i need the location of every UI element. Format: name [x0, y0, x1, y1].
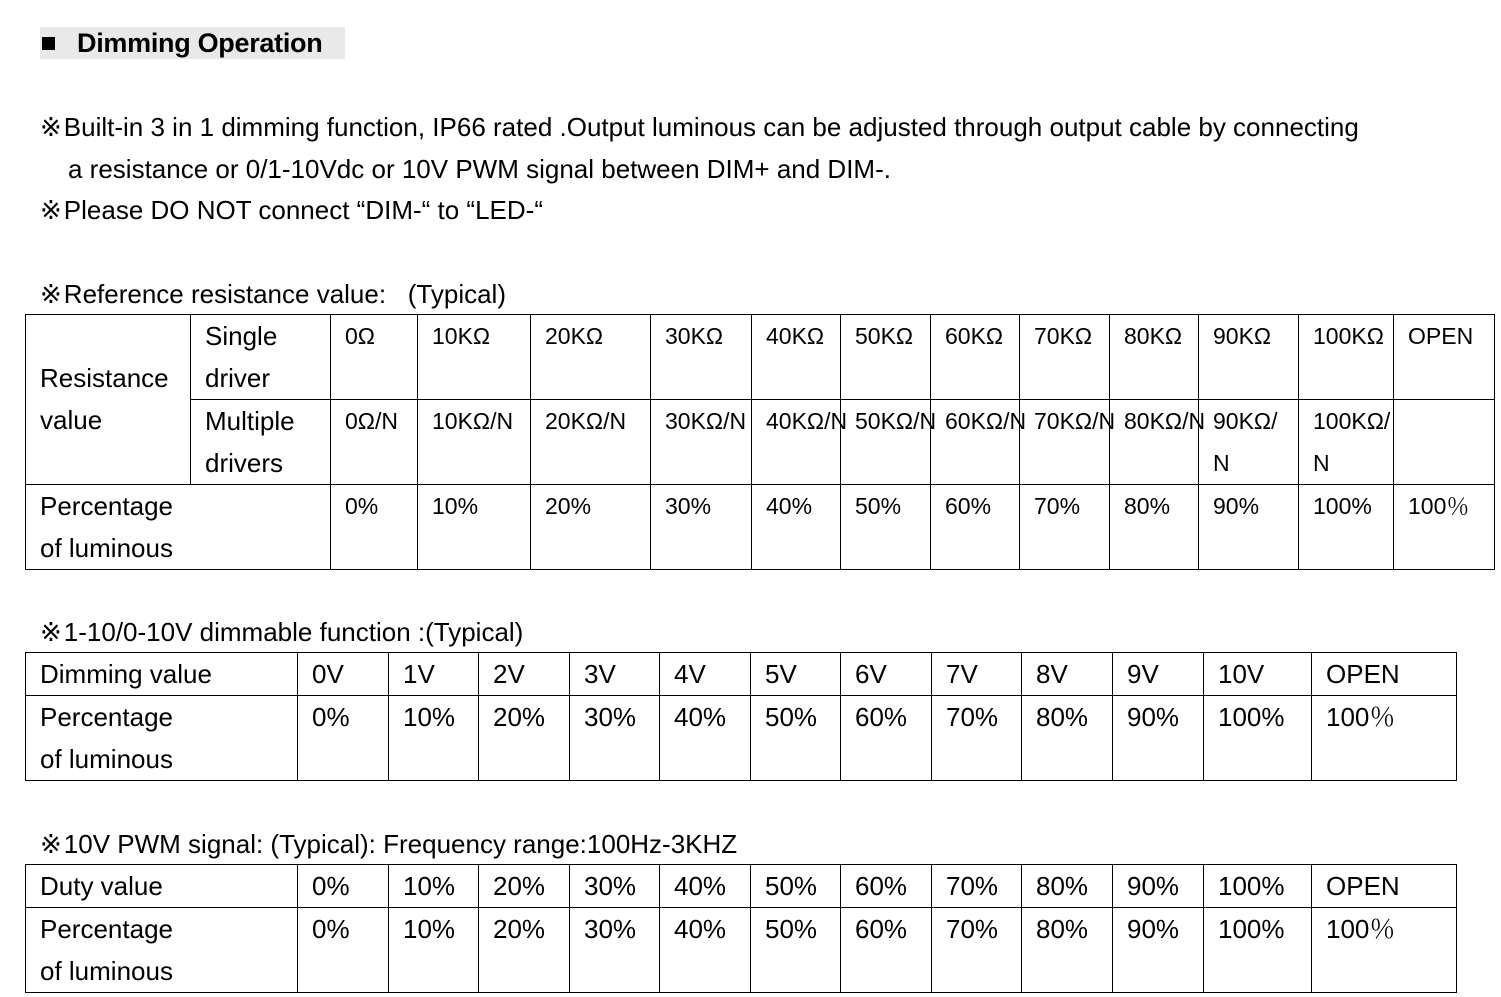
cell-text: 30KΩ/N [665, 408, 747, 434]
cell-text: 60% [855, 914, 908, 944]
cell-text: 10KΩ [432, 323, 491, 349]
percentage-value [479, 696, 570, 781]
cell-text: Percentage [40, 702, 173, 732]
note-line-1: ※Built-in 3 in 1 dimming function, IP66 rated .Output luminous can be adjusted through output cable by connecting [40, 112, 1359, 142]
table-row [26, 653, 1457, 696]
cell-text: 70KΩ/N [1034, 408, 1116, 434]
pwm-value [1312, 865, 1457, 908]
cell-text: 0% [312, 702, 350, 732]
multiple-drivers-value [1394, 400, 1495, 485]
cell-text: 40% [766, 493, 813, 519]
single-driver-value [1020, 315, 1110, 400]
cell-text: 0Ω [345, 323, 375, 349]
cell-text: OPEN [1408, 323, 1474, 349]
cell-text: 100% [1313, 493, 1372, 519]
cell-text: 30KΩ [665, 323, 724, 349]
percentage-value [1110, 485, 1199, 570]
cell-text: Dimming value [40, 659, 212, 689]
cell-text: 50% [765, 702, 818, 732]
cell-text: 10KΩ/N [432, 408, 514, 434]
cell-text: 50KΩ [855, 323, 914, 349]
cell-text: 50KΩ/N [855, 408, 937, 434]
cell-text: 80KΩ/N [1124, 408, 1206, 434]
percentage-value [932, 908, 1022, 993]
voltage-value [660, 653, 751, 696]
percentage-label [26, 908, 298, 993]
cell-text: 7V [946, 659, 978, 689]
cell-text: 0% [345, 493, 379, 519]
cell-text: 0V [312, 659, 344, 689]
percentage-value [751, 696, 841, 781]
table-row [26, 696, 1457, 781]
percentage-value [841, 908, 932, 993]
cell-text: 70KΩ [1034, 323, 1093, 349]
cell-text: OPEN [1326, 871, 1400, 901]
cell-text: 100% [1218, 871, 1285, 901]
pwm-value [1113, 865, 1204, 908]
cell-text: 90% [1127, 871, 1180, 901]
multiple-drivers-value [651, 400, 752, 485]
pwm-label [26, 865, 298, 908]
single-driver-value [531, 315, 651, 400]
single-driver-label [191, 315, 331, 400]
single-driver-value [841, 315, 931, 400]
cell-text: 80% [1036, 871, 1089, 901]
voltage-value [479, 653, 570, 696]
cell-text: OPEN [1326, 659, 1400, 689]
cell-text: 2V [493, 659, 525, 689]
cell-text: of luminous [40, 956, 173, 986]
cell-text: 40KΩ [766, 323, 825, 349]
note-line-3: ※Please DO NOT connect “DIM-“ to “LED-“ [40, 195, 543, 225]
table-row [26, 315, 1495, 400]
percentage-label [26, 485, 331, 570]
table-row [26, 865, 1457, 908]
cell-text: 60% [855, 871, 908, 901]
cell-text: 60KΩ/N [945, 408, 1027, 434]
pwm-value [751, 865, 841, 908]
cell-text: 60% [945, 493, 992, 519]
voltage-value [841, 653, 932, 696]
cell-text: 20% [493, 702, 546, 732]
cell-text: 80% [1036, 914, 1089, 944]
cell-text: of luminous [40, 744, 173, 774]
single-driver-value [418, 315, 531, 400]
cell-text: N [1313, 450, 1330, 476]
cell-text: Duty value [40, 871, 163, 901]
voltage-value [932, 653, 1022, 696]
voltage-value [1113, 653, 1204, 696]
single-driver-value [331, 315, 418, 400]
cell-text: 70% [946, 702, 999, 732]
multiple-drivers-value [1299, 400, 1394, 485]
multiple-drivers-label [191, 400, 331, 485]
percentage-value [389, 696, 479, 781]
pwm-caption: ※10V PWM signal: (Typical): Frequency range:100Hz-3KHZ [40, 829, 738, 859]
cell-text: 40% [674, 871, 727, 901]
cell-text: 100% [1218, 914, 1285, 944]
voltage-value [1022, 653, 1113, 696]
percentage-value [298, 908, 389, 993]
percentage-value [331, 485, 418, 570]
cell-text: 90% [1127, 702, 1180, 732]
percentage-value [841, 485, 931, 570]
percentage-value [1299, 485, 1394, 570]
cell-text: 90KΩ [1213, 323, 1272, 349]
cell-text: 40% [674, 914, 727, 944]
cell-text: 90% [1213, 493, 1260, 519]
cell-text: 0Ω/N [345, 408, 398, 434]
cell-text: 70% [1034, 493, 1081, 519]
cell-text: 3V [584, 659, 616, 689]
multiple-drivers-value [1199, 400, 1299, 485]
heading-text: Dimming Operation [77, 27, 323, 58]
cell-text: driver [205, 363, 271, 393]
percentage-value [751, 908, 841, 993]
percentage-value [479, 908, 570, 993]
percentage-value [932, 696, 1022, 781]
percentage-value [1204, 696, 1312, 781]
voltage-table [25, 652, 1457, 781]
pwm-value [570, 865, 660, 908]
cell-text: 60% [855, 702, 908, 732]
voltage-value [570, 653, 660, 696]
voltage-value [751, 653, 841, 696]
cell-text: 80KΩ [1124, 323, 1183, 349]
pwm-table [25, 864, 1457, 993]
cell-text: 100KΩ [1313, 323, 1384, 349]
cell-text: drivers [205, 448, 284, 478]
cell-text: Single [205, 321, 278, 351]
single-driver-value [1110, 315, 1199, 400]
multiple-drivers-value [531, 400, 651, 485]
single-driver-value [1394, 315, 1495, 400]
pwm-value [389, 865, 479, 908]
cell-text: 100KΩ/ [1313, 408, 1391, 434]
percentage-value [660, 908, 751, 993]
cell-text: 20KΩ/N [545, 408, 627, 434]
voltage-caption: ※1-10/0-10V dimmable function :(Typical) [40, 617, 524, 647]
cell-text: 10% [403, 914, 456, 944]
percentage-value [389, 908, 479, 993]
cell-text: 30% [665, 493, 712, 519]
cell-text: 10% [403, 702, 456, 732]
square-bullet-icon [42, 37, 55, 50]
cell-text: Multiple [205, 406, 295, 436]
table-row [26, 400, 1495, 485]
percentage-value [841, 696, 932, 781]
cell-text: 10% [403, 871, 456, 901]
cell-text: 30% [584, 871, 637, 901]
cell-text: 1V [403, 659, 435, 689]
cell-text: 70% [946, 914, 999, 944]
percentage-value [1020, 485, 1110, 570]
cell-text: 80% [1124, 493, 1171, 519]
voltage-value [1312, 653, 1457, 696]
pwm-value [1022, 865, 1113, 908]
voltage-value [1204, 653, 1312, 696]
cell-text: 5V [765, 659, 797, 689]
cell-text: 90KΩ/ [1213, 408, 1278, 434]
cell-text: 100% [1218, 702, 1285, 732]
section-heading [40, 27, 345, 59]
cell-text: N [1213, 450, 1230, 476]
cell-text: 10% [432, 493, 479, 519]
multiple-drivers-value [418, 400, 531, 485]
voltage-label [26, 653, 298, 696]
cell-text: 20% [545, 493, 592, 519]
pwm-value [660, 865, 751, 908]
multiple-drivers-value [752, 400, 848, 485]
table-row [26, 485, 1495, 570]
percentage-value [1394, 485, 1495, 570]
cell-text: 8V [1036, 659, 1068, 689]
cell-text: 20KΩ [545, 323, 604, 349]
note-line-2: a resistance or 0/1-10Vdc or 10V PWM signal between DIM+ and DIM-. [68, 154, 891, 184]
single-driver-value [651, 315, 752, 400]
cell-text: 100％ [1326, 914, 1396, 944]
percentage-value [1199, 485, 1299, 570]
percentage-value [1113, 696, 1204, 781]
cell-text: 90% [1127, 914, 1180, 944]
cell-text: Resistance [40, 363, 169, 393]
percentage-value [298, 696, 389, 781]
cell-text: 70% [946, 871, 999, 901]
voltage-value [298, 653, 389, 696]
multiple-drivers-value [331, 400, 418, 485]
cell-text: 6V [855, 659, 887, 689]
voltage-value [389, 653, 479, 696]
cell-text: Percentage [40, 491, 173, 521]
cell-text: 80% [1036, 702, 1089, 732]
cell-text: 50% [855, 493, 902, 519]
cell-text: 9V [1127, 659, 1159, 689]
cell-text: Percentage [40, 914, 173, 944]
percentage-value [1312, 696, 1457, 781]
pwm-value [298, 865, 389, 908]
pwm-value [1204, 865, 1312, 908]
percentage-value [570, 908, 660, 993]
pwm-value [932, 865, 1022, 908]
percentage-value [418, 485, 531, 570]
pwm-value [479, 865, 570, 908]
cell-text: 10V [1218, 659, 1265, 689]
table-row [26, 908, 1457, 993]
percentage-value [570, 696, 660, 781]
cell-text: 20% [493, 914, 546, 944]
percentage-value [651, 485, 752, 570]
cell-text: 50% [765, 914, 818, 944]
percentage-value [931, 485, 1020, 570]
cell-text: 20% [493, 871, 546, 901]
cell-text: 100％ [1326, 702, 1396, 732]
pwm-value [841, 865, 932, 908]
resistance-table [25, 314, 1495, 570]
cell-text: 30% [584, 702, 637, 732]
multiple-drivers-value [1020, 400, 1116, 485]
resistance-value-label [26, 315, 191, 485]
cell-text: 40KΩ/N [766, 408, 848, 434]
percentage-label [26, 696, 298, 781]
cell-text: 40% [674, 702, 727, 732]
percentage-value [752, 485, 841, 570]
single-driver-value [1299, 315, 1394, 400]
percentage-value [1113, 908, 1204, 993]
cell-text: 60KΩ [945, 323, 1004, 349]
multiple-drivers-value [931, 400, 1027, 485]
percentage-value [1204, 908, 1312, 993]
cell-text: 0% [312, 871, 350, 901]
percentage-value [531, 485, 651, 570]
cell-text: value [40, 405, 103, 435]
percentage-value [1022, 696, 1113, 781]
cell-text: 50% [765, 871, 818, 901]
percentage-value [1312, 908, 1457, 993]
cell-text: of luminous [40, 533, 173, 563]
cell-text: 4V [674, 659, 706, 689]
single-driver-value [931, 315, 1020, 400]
multiple-drivers-value [841, 400, 937, 485]
percentage-value [660, 696, 751, 781]
multiple-drivers-value [1110, 400, 1206, 485]
percentage-value [1022, 908, 1113, 993]
resistance-caption: ※Reference resistance value: (Typical) [40, 279, 506, 309]
cell-text: 100％ [1408, 493, 1470, 519]
cell-text: 0% [312, 914, 350, 944]
single-driver-value [1199, 315, 1299, 400]
single-driver-value [752, 315, 841, 400]
cell-text: 30% [584, 914, 637, 944]
